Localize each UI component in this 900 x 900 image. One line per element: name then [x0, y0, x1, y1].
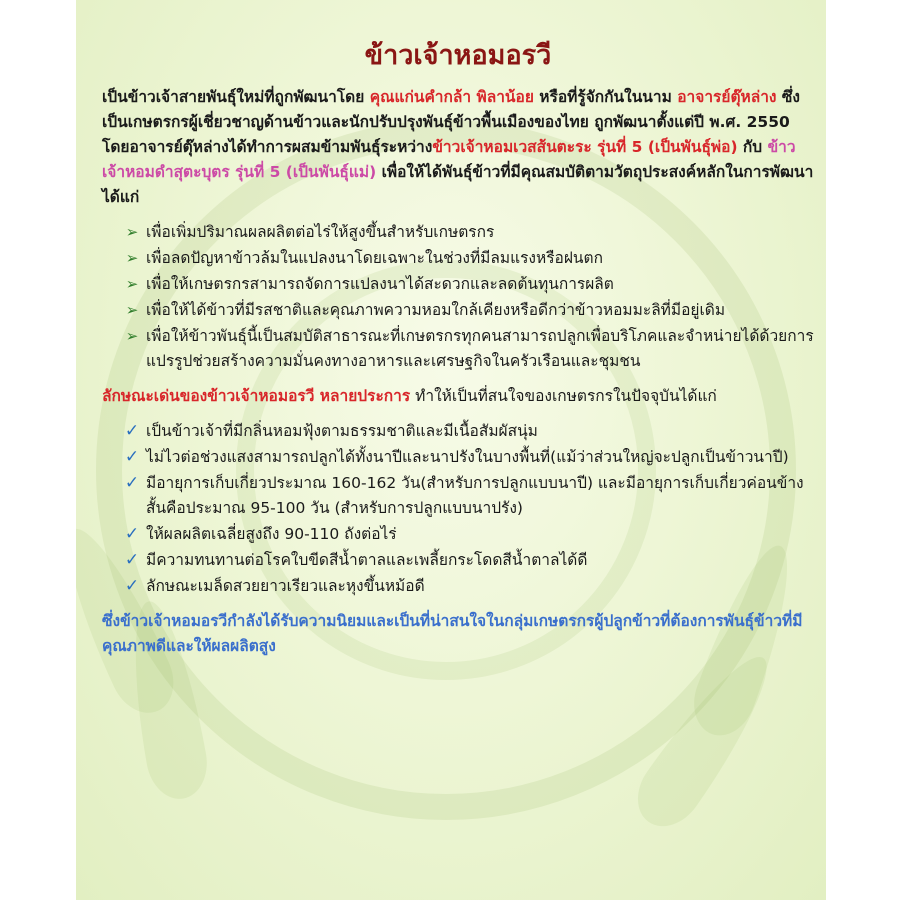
arrow-bullet-icon: ➢ — [125, 249, 139, 267]
developer-name: คุณแก่นคำกล้า พิลาน้อย — [369, 88, 534, 106]
page-title: ข้าวเจ้าหอมอรวี — [364, 40, 552, 71]
checkmark-icon: ✓ — [124, 576, 140, 596]
features-list — [102, 419, 814, 599]
closing-paragraph: ซึ่งข้าวเจ้าหอมอรวีกำลังได้รับความนิยมและเป็นที่น่าสนใจในกลุ่มเกษตรกรผู้ปลูกข้าวที่ต้องการพันธุ์ข้าวที่มีคุณภาพดีและให้ผลผลิตสูง — [102, 612, 803, 655]
checkmark-icon: ✓ — [124, 550, 140, 570]
mother-variety: ข้าวเจ้าหอมดำสุตะบุตร รุ่นที่ 5 (เป็นพันธุ์แม่) — [102, 138, 796, 181]
list-item — [122, 548, 814, 573]
intro-text-5: เพื่อให้ได้พันธุ์ข้าวที่มีคุณสมบัติตามวัตถุประสงค์หลักในการพัฒนาได้แก่ — [102, 163, 814, 206]
objective-text: เพื่อให้ข้าวพันธุ์นี้เป็นสมบัติสาธารณะที่เกษตรกรทุกคนสามารถปลูกเพื่อบริโภคและจำหน่ายได้ด้วยการแปรรูปช่วยสร้างความมั่นคงทางอาหารและเศรษฐกิจในครัวเรือนและชุมชน — [146, 327, 814, 370]
intro-text-3: ซึ่งเป็นเกษตรกรผู้เชี่ยวชาญด้านข้าวและนักปรับปรุงพันธุ์ข้าวพื้นเมืองของไทย ถูกพัฒนาตั้งแต่ปี พ.ศ. 2550 โดยอาจารย์ตุ๊หล่างได้ทำการผสมข้ามพันธุ์ระหว่าง — [102, 88, 800, 156]
list-item — [122, 471, 814, 521]
list-item — [122, 324, 814, 374]
developer-nickname: อาจารย์ตุ๊หล่าง — [677, 88, 777, 106]
feature-text: เป็นข้าวเจ้าที่มีกลิ่นหอมฟุ้งตามธรรมชาติและมีเนื้อสัมผัสนุ่ม — [146, 422, 538, 440]
checkmark-icon: ✓ — [124, 421, 140, 441]
intro-text-2: หรือที่รู้จักกันในนาม — [533, 88, 678, 106]
features-heading-highlight: ลักษณะเด่นของข้าวเจ้าหอมอรวี หลายประการ — [102, 387, 411, 405]
feature-text: ให้ผลผลิตเฉลี่ยสูงถึง 90-110 ถังต่อไร่ — [146, 525, 397, 543]
checkmark-icon: ✓ — [124, 473, 140, 493]
arrow-bullet-icon: ➢ — [125, 275, 139, 293]
arrow-bullet-icon: ➢ — [125, 223, 139, 241]
list-item — [122, 419, 814, 444]
feature-text: ลักษณะเมล็ดสวยยาวเรียวและหุงขึ้นหม้อดี — [146, 577, 425, 595]
feature-text: มีความทนทานต่อโรคใบขีดสีน้ำตาลและเพลี้ยกระโดดสีน้ำตาลได้ดี — [146, 551, 588, 569]
list-item — [122, 574, 814, 599]
list-item — [122, 445, 814, 470]
features-heading-tail: ทำให้เป็นที่สนใจของเกษตรกรในปัจจุบันได้แก่ — [410, 387, 717, 405]
checkmark-icon: ✓ — [124, 447, 140, 467]
checkmark-icon: ✓ — [124, 524, 140, 544]
objective-text: เพื่อให้ได้ข้าวที่มีรสชาติและคุณภาพความหอมใกล้เคียงหรือดีกว่าข้าวหอมมะลิที่มีอยู่เดิม — [146, 301, 726, 319]
objective-text: เพื่อให้เกษตรกรสามารถจัดการแปลงนาได้สะดวกและลดต้นทุนการผลิต — [146, 275, 614, 293]
feature-text: ไม่ไวต่อช่วงแสงสามารถปลูกได้ทั้งนาปีและนาปรังในบางพื้นที่(แม้ว่าส่วนใหญ่จะปลูกเป็นข้าวนาปี) — [146, 448, 789, 466]
intro-text-4: กับ — [737, 138, 768, 156]
list-item — [122, 246, 814, 271]
objective-text: เพื่อเพิ่มปริมาณผลผลิตต่อไร่ให้สูงขึ้นสำหรับเกษตรกร — [146, 223, 495, 241]
list-item — [122, 272, 814, 297]
document-content — [102, 36, 814, 659]
arrow-bullet-icon: ➢ — [125, 301, 139, 319]
father-variety: ข้าวเจ้าหอมเวสส้นตะระ รุ่นที่ 5 (เป็นพันธุ์พ่อ) — [432, 138, 738, 156]
intro-text-1: เป็นข้าวเจ้าสายพันธุ์ใหม่ที่ถูกพัฒนาโดย — [102, 88, 370, 106]
objectives-list — [102, 220, 814, 374]
list-item — [122, 220, 814, 245]
objective-text: เพื่อลดปัญหาข้าวล้มในแปลงนาโดยเฉพาะในช่วงที่มีลมแรงหรือฝนตก — [146, 249, 603, 267]
features-heading — [102, 384, 814, 409]
list-item — [122, 522, 814, 547]
list-item — [122, 298, 814, 323]
feature-text: มีอายุการเก็บเกี่ยวประมาณ 160-162 วัน(สำหรับการปลูกแบบนาปี) และมีอายุการเก็บเกี่ยวค่อนข้างสั้นคือประมาณ 95-100 วัน (สำหรับการปลูกแบบนาปรัง) — [146, 474, 804, 517]
intro-paragraph — [102, 85, 814, 210]
arrow-bullet-icon: ➢ — [125, 327, 139, 345]
